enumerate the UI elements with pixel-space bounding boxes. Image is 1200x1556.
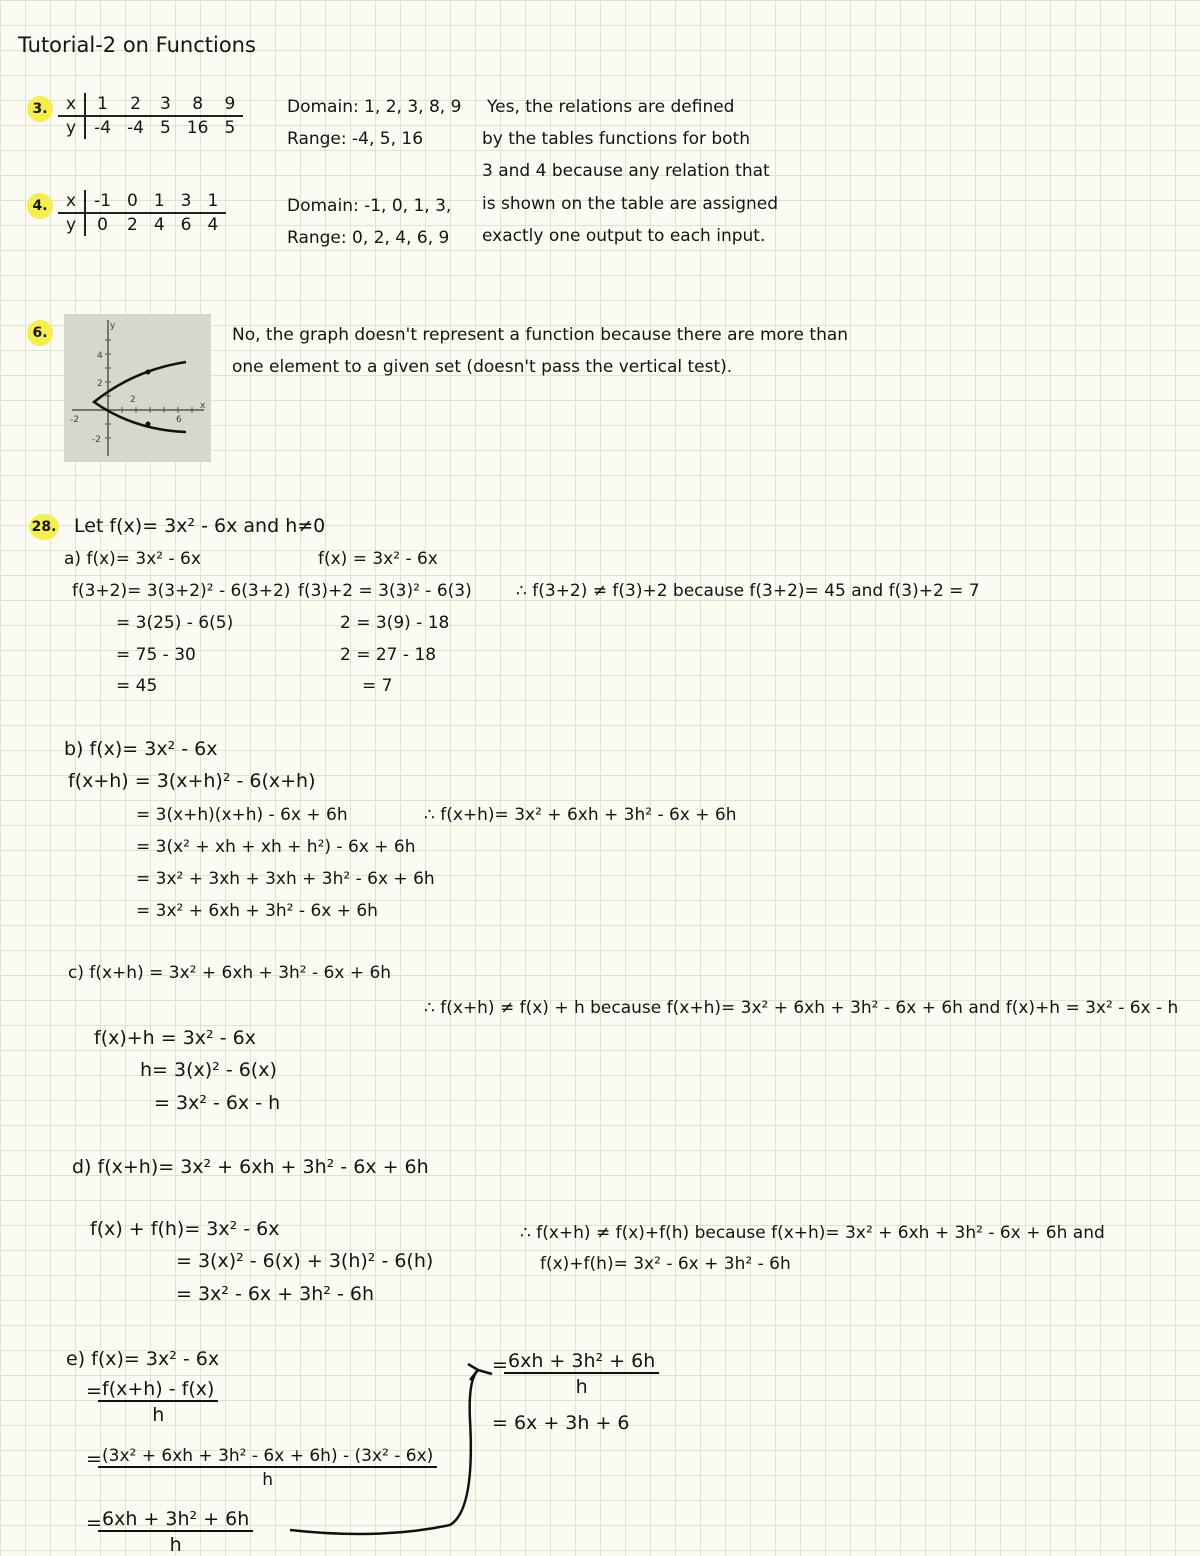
question-3-range: Range: -4, 5, 16 <box>287 129 424 149</box>
table-row-y <box>58 213 226 236</box>
answer-line: is shown on the table are assigned <box>482 194 779 214</box>
table-cell: 4 <box>207 215 219 235</box>
part-a-step: f(3+2)= 3(3+2)² - 6(3+2) <box>72 581 291 601</box>
part-d-conclusion: f(x)+f(h)= 3x² - 6x + 3h² - 6h <box>540 1254 791 1274</box>
question-3-table <box>58 93 243 139</box>
part-c-conclusion: ∴ f(x+h) ≠ f(x) + h because f(x+h)= 3x² + 6xh + 3h² - 6x + 6h and f(x)+h = 3x² - 6x - h <box>424 998 1179 1018</box>
y-axis-label: y <box>110 321 116 331</box>
table-cell: 0 <box>97 215 108 235</box>
table-cell: 2 <box>127 215 138 235</box>
table-cell: 0 <box>119 190 146 213</box>
continuation-arrow <box>280 1360 500 1540</box>
part-a-step: 2 = 3(9) - 18 <box>340 613 450 633</box>
part-a-step: f(3)+2 = 3(3)² - 6(3) <box>298 581 472 601</box>
x-tick-label: -2 <box>70 415 79 425</box>
part-a-step: = 45 <box>116 676 158 696</box>
part-d-conclusion: ∴ f(x+h) ≠ f(x)+f(h) because f(x+h)= 3x² + 6xh + 3h² - 6x + 6h and <box>520 1223 1105 1243</box>
y-tick-label: 2 <box>97 379 103 389</box>
question-4-badge: 4. <box>27 193 53 219</box>
graph-point <box>146 370 151 375</box>
question-28-intro: Let f(x)= 3x² - 6x and h≠0 <box>74 515 326 537</box>
part-b-conclusion: ∴ f(x+h)= 3x² + 6xh + 3h² - 6x + 6h <box>424 805 737 825</box>
table-row-x <box>58 93 243 116</box>
table-row-x <box>58 190 226 213</box>
part-d-step: = 3x² - 6x + 3h² - 6h <box>176 1283 374 1305</box>
parabola-graph-photo <box>64 314 211 462</box>
table-cell: 16 <box>186 118 209 138</box>
part-b-step: = 3x² + 3xh + 3xh + 3h² - 6x + 6h <box>136 869 435 889</box>
part-a-step: = 3(25) - 6(5) <box>116 613 234 633</box>
answer-line: by the tables functions for both <box>482 129 750 149</box>
part-b-step: = 3x² + 6xh + 3h² - 6x + 6h <box>136 901 378 921</box>
table-row-y <box>58 116 243 139</box>
part-a-step: = 7 <box>362 676 393 696</box>
table-header-cell: y <box>58 213 85 236</box>
table-cell: 1 <box>85 93 119 116</box>
table-cell: 3 <box>152 93 179 116</box>
y-tick-label: -2 <box>92 435 101 445</box>
continued-fraction <box>504 1350 659 1398</box>
answer-line: 3 and 4 because any relation that <box>482 161 770 181</box>
table-cell: 2 <box>119 93 152 116</box>
question-6-answer-line: one element to a given set (doesn't pass the vertical test). <box>232 357 733 377</box>
part-c-step: = 3x² - 6x - h <box>154 1092 281 1114</box>
part-a-conclusion: ∴ f(3+2) ≠ f(3)+2 because f(3+2)= 45 and f(3)+2 = 7 <box>516 581 980 601</box>
fraction-denominator: h <box>262 1470 274 1490</box>
table-header-cell: x <box>58 93 85 116</box>
part-c-step: h= 3(x)² - 6(x) <box>140 1059 277 1081</box>
part-d-label: d) f(x+h)= 3x² + 6xh + 3h² - 6x + 6h <box>72 1156 429 1178</box>
table-cell: 6 <box>180 215 192 235</box>
question-3-badge: 3. <box>27 96 53 122</box>
table-cell: -1 <box>85 190 119 213</box>
table-cell: 3 <box>173 190 200 213</box>
fraction-numerator: f(x+h) - f(x) <box>98 1378 218 1402</box>
part-e-label: e) f(x)= 3x² - 6x <box>66 1348 220 1370</box>
answer-line: Yes, the relations are defined <box>487 97 735 117</box>
table-cell: 8 <box>179 93 217 116</box>
equals-sign: = <box>492 1354 508 1376</box>
page-title: Tutorial-2 on Functions <box>18 33 256 57</box>
table-cell: 5 <box>224 118 236 138</box>
x-tick-label: 2 <box>130 395 136 405</box>
table-header-cell: y <box>58 116 85 139</box>
question-28-badge: 28. <box>29 514 59 540</box>
part-d-step: f(x) + f(h)= 3x² - 6x <box>90 1218 280 1240</box>
question-6-answer-line: No, the graph doesn't represent a function because there are more than <box>232 325 849 345</box>
fraction-denominator: h <box>575 1376 588 1398</box>
equals-sign: = <box>86 1380 102 1402</box>
table-cell: 1 <box>200 190 227 213</box>
answer-line: exactly one output to each input. <box>482 226 766 246</box>
fraction-denominator: h <box>152 1404 165 1426</box>
table-cell: -4 <box>127 118 144 138</box>
y-tick-label: 4 <box>97 351 103 361</box>
fraction-denominator: h <box>169 1534 182 1556</box>
part-a-label: a) f(x)= 3x² - 6x <box>64 549 201 569</box>
fraction-numerator: 6xh + 3h² + 6h <box>504 1350 659 1374</box>
question-4-domain: Domain: -1, 0, 1, 3, <box>287 196 452 216</box>
part-d-step: = 3(x)² - 6(x) + 3(h)² - 6(h) <box>176 1250 434 1272</box>
equals-sign: = <box>86 1512 102 1534</box>
question-3-domain: Domain: 1, 2, 3, 8, 9 <box>287 97 462 117</box>
final-answer: = 6x + 3h + 6 <box>492 1412 630 1434</box>
table-header-cell: x <box>58 190 85 213</box>
part-a-step: = 75 - 30 <box>116 645 196 665</box>
x-axis-label: x <box>200 401 206 411</box>
part-a-step: 2 = 27 - 18 <box>340 645 437 665</box>
part-c-step: f(x)+h = 3x² - 6x <box>94 1027 256 1049</box>
table-cell: 9 <box>216 93 243 116</box>
equals-sign: = <box>86 1448 102 1470</box>
fraction-numerator: (3x² + 6xh + 3h² - 6x + 6h) - (3x² - 6x) <box>98 1446 437 1468</box>
question-6-badge: 6. <box>27 320 53 346</box>
question-4-range: Range: 0, 2, 4, 6, 9 <box>287 228 450 248</box>
table-cell: 5 <box>159 118 171 138</box>
difference-quotient <box>98 1378 218 1426</box>
table-cell: 4 <box>153 215 165 235</box>
fraction-numerator: 6xh + 3h² + 6h <box>98 1508 253 1532</box>
part-c-label: c) f(x+h) = 3x² + 6xh + 3h² - 6x + 6h <box>68 963 392 983</box>
question-4-table <box>58 190 226 236</box>
x-tick-label: 6 <box>176 415 182 425</box>
table-cell: -4 <box>94 118 112 138</box>
simplified-fraction <box>98 1508 253 1556</box>
graph-point <box>146 422 151 427</box>
parabola-graph <box>64 314 211 462</box>
table-cell: 1 <box>146 190 173 213</box>
part-b-step: f(x+h) = 3(x+h)² - 6(x+h) <box>68 770 316 792</box>
part-b-step: = 3(x² + xh + xh + h²) - 6x + 6h <box>136 837 416 857</box>
part-b-label: b) f(x)= 3x² - 6x <box>64 738 218 760</box>
part-a-step: f(x) = 3x² - 6x <box>318 549 438 569</box>
part-b-step: = 3(x+h)(x+h) - 6x + 6h <box>136 805 348 825</box>
